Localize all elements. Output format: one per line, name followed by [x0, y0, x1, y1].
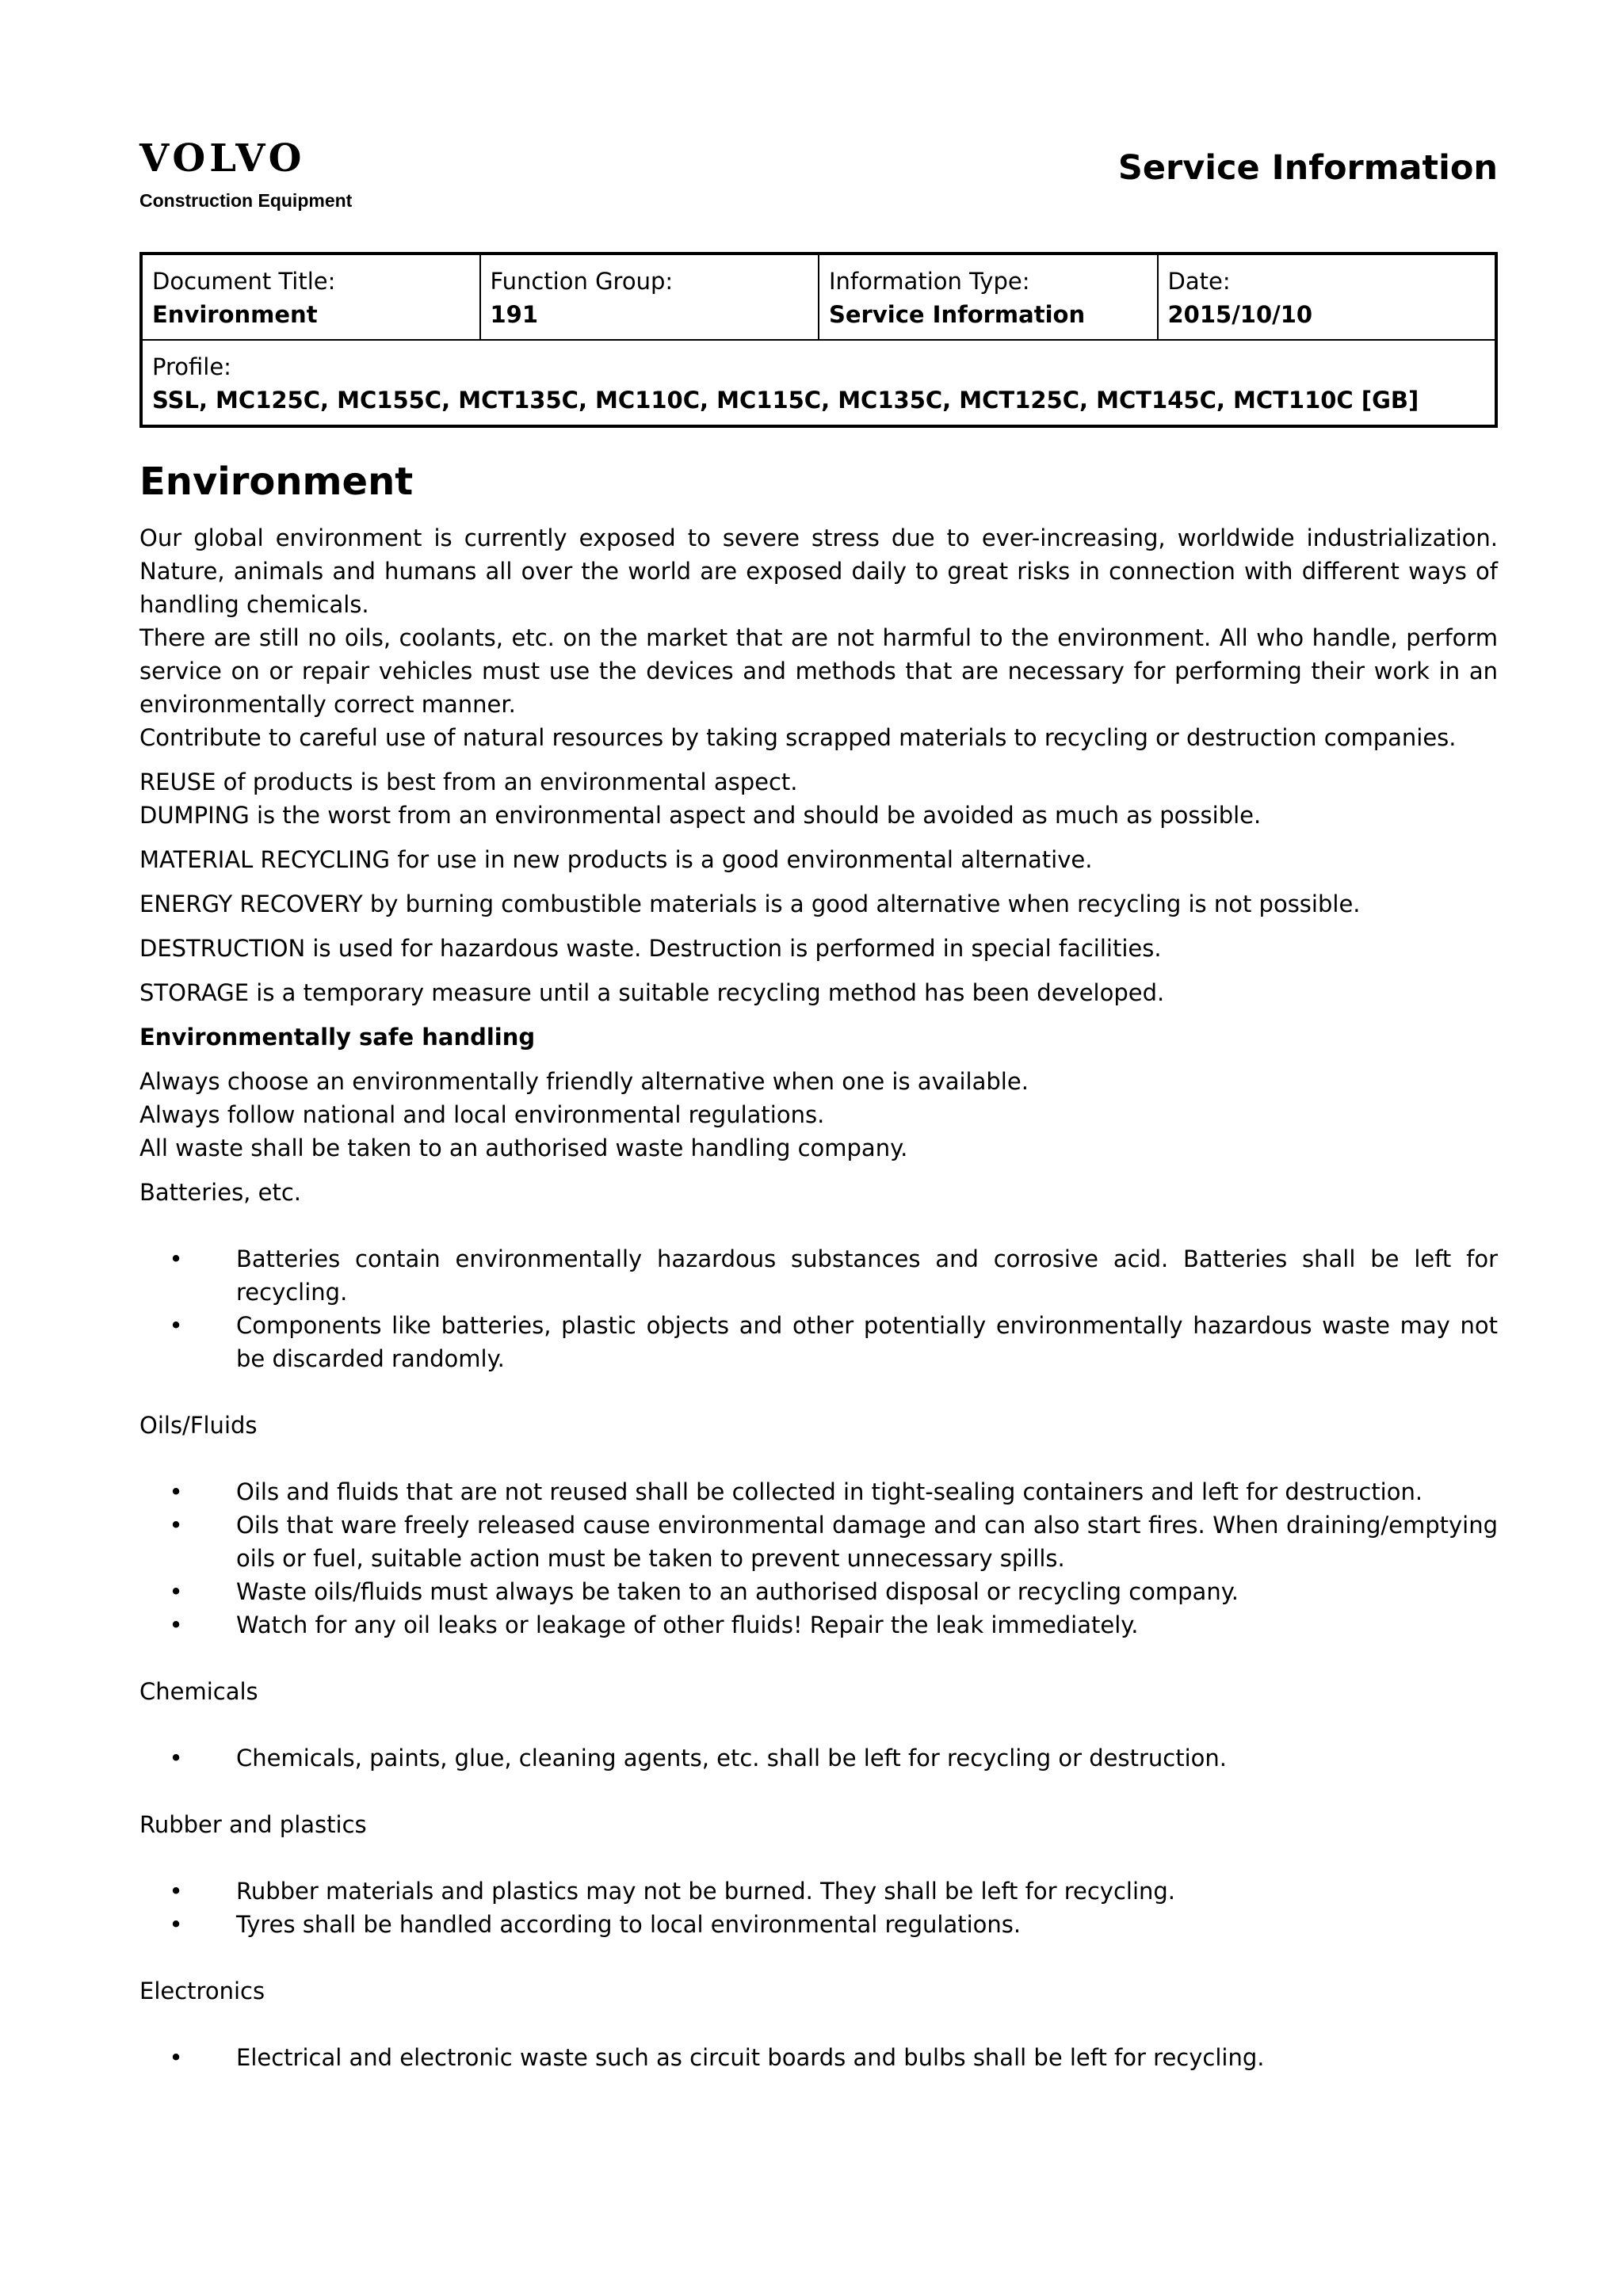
- material-recycling-paragraph: MATERIAL RECYCLING for use in new products is a good environmental alternative.: [139, 846, 1093, 873]
- meta-cell-date: [1158, 254, 1497, 340]
- meta-value: Environment: [152, 301, 318, 328]
- dumping-paragraph: DUMPING is the worst from an environmental aspect and should be avoided as much as possible.: [139, 802, 1262, 829]
- section-heading-chemicals: Chemicals: [139, 1678, 258, 1705]
- list-item-text: Watch for any oil leaks or leakage of other fluids! Repair the leak immediately.: [236, 1611, 1139, 1638]
- intro-paragraph: There are still no oils, coolants, etc. on the market that are not harmful to the environment. All who handle, perform service on or repair vehicles must use the devices and methods that are necessary for performing their work in an environmentally correct manner.: [139, 624, 1498, 718]
- list-item: [139, 2041, 1498, 2074]
- bullet-icon: •: [169, 1611, 183, 1638]
- meta-label: Date:: [1167, 268, 1231, 295]
- safe-handling-line: Always follow national and local environmental regulations.: [139, 1101, 825, 1128]
- list-item-text: Chemicals, paints, glue, cleaning agents, etc. shall be left for recycling or destruction.: [236, 1745, 1227, 1772]
- bullet-icon: •: [169, 1312, 183, 1339]
- document-type-heading: Service Information: [1117, 148, 1498, 188]
- meta-cell-profile: [141, 340, 1496, 426]
- bullet-list-oils-fluids: [139, 1475, 1498, 1642]
- intro-paragraph: Our global environment is currently exposed to severe stress due to ever-increasing, worldwide industrialization. Nature, animals and humans all over the world are exposed daily to great risks in connection with different ways of handling chemicals.: [139, 524, 1498, 618]
- meta-value: SSL, MC125C, MC155C, MCT135C, MC110C, MC115C, MC135C, MCT125C, MCT145C, MCT110C [GB]: [152, 387, 1419, 414]
- energy-recovery-paragraph: ENERGY RECOVERY by burning combustible materials is a good alternative when recycling is not possible.: [139, 891, 1361, 917]
- meta-label: Function Group:: [490, 268, 674, 295]
- safe-handling-line: All waste shall be taken to an authorised waste handling company.: [139, 1135, 908, 1161]
- reuse-paragraph: REUSE of products is best from an environmental aspect.: [139, 769, 798, 795]
- list-item: [139, 1608, 1498, 1642]
- meta-cell-information-type: [819, 254, 1158, 340]
- meta-value: 191: [490, 301, 539, 328]
- bullet-icon: •: [169, 1245, 183, 1272]
- list-item: [139, 1508, 1498, 1575]
- bullet-icon: •: [169, 1878, 183, 1905]
- list-item: [139, 1242, 1498, 1309]
- logo-subtitle: Construction Equipment: [139, 190, 353, 211]
- list-item-text: Rubber materials and plastics may not be burned. They shall be left for recycling.: [236, 1878, 1176, 1905]
- meta-label: Profile:: [152, 353, 231, 380]
- section-heading-oils-fluids: Oils/Fluids: [139, 1412, 258, 1439]
- meta-label: Document Title:: [152, 268, 336, 295]
- bullet-list-rubber-plastics: [139, 1875, 1498, 1941]
- bullet-icon: •: [169, 1478, 183, 1505]
- bullet-icon: •: [169, 1512, 183, 1539]
- volvo-logo: [139, 136, 353, 212]
- storage-paragraph: STORAGE is a temporary measure until a suitable recycling method has been developed.: [139, 979, 1165, 1006]
- document-meta-table: [139, 252, 1498, 428]
- list-item-text: Oils that ware freely released cause environmental damage and can also start fires. When draining/emptying oils or fuel, suitable action must be taken to prevent unnecessary spills.: [236, 1512, 1498, 1572]
- bullet-icon: •: [169, 1578, 183, 1605]
- list-item-text: Waste oils/fluids must always be taken to an authorised disposal or recycling company.: [236, 1578, 1239, 1605]
- list-item: [139, 1575, 1498, 1608]
- safe-handling-heading: Environmentally safe handling: [139, 1024, 536, 1051]
- bullet-list-chemicals: [139, 1741, 1498, 1775]
- section-heading-batteries: Batteries, etc.: [139, 1179, 301, 1206]
- bullet-list-electronics: [139, 2041, 1498, 2074]
- document-body: [139, 450, 1498, 2107]
- list-item-text: Components like batteries, plastic objects and other potentially environmentally hazardous waste may not be discarded randomly.: [236, 1312, 1498, 1372]
- meta-label: Information Type:: [829, 268, 1030, 295]
- bullet-icon: •: [169, 1911, 183, 1938]
- meta-cell-function-group: [480, 254, 819, 340]
- bullet-list-batteries: [139, 1242, 1498, 1375]
- list-item-text: Tyres shall be handled according to local environmental regulations.: [236, 1911, 1022, 1938]
- bullet-icon: •: [169, 2044, 183, 2071]
- logo-wordmark: VOLVO: [139, 136, 306, 181]
- list-item: [139, 1475, 1498, 1508]
- intro-paragraph: Contribute to careful use of natural resources by taking scrapped materials to recycling or destruction companies.: [139, 724, 1457, 751]
- list-item: [139, 1309, 1498, 1375]
- list-item-text: Batteries contain environmentally hazardous substances and corrosive acid. Batteries shall be left for recycling.: [236, 1245, 1498, 1306]
- destruction-paragraph: DESTRUCTION is used for hazardous waste. Destruction is performed in special facilities.: [139, 935, 1162, 962]
- meta-value: Service Information: [829, 301, 1086, 328]
- meta-cell-document-title: [141, 254, 480, 340]
- safe-handling-line: Always choose an environmentally friendly alternative when one is available.: [139, 1068, 1029, 1095]
- section-heading-electronics: Electronics: [139, 1978, 265, 2004]
- bullet-icon: •: [169, 1745, 183, 1772]
- page-title: Environment: [139, 460, 414, 504]
- list-item-text: Electrical and electronic waste such as circuit boards and bulbs shall be left for recycling.: [236, 2044, 1265, 2071]
- list-item: [139, 1741, 1498, 1775]
- meta-value: 2015/10/10: [1167, 301, 1313, 328]
- list-item: [139, 1875, 1498, 1908]
- section-heading-rubber-plastics: Rubber and plastics: [139, 1811, 367, 1838]
- list-item: [139, 1908, 1498, 1941]
- list-item-text: Oils and fluids that are not reused shall be collected in tight-sealing containers and left for destruction.: [236, 1478, 1423, 1505]
